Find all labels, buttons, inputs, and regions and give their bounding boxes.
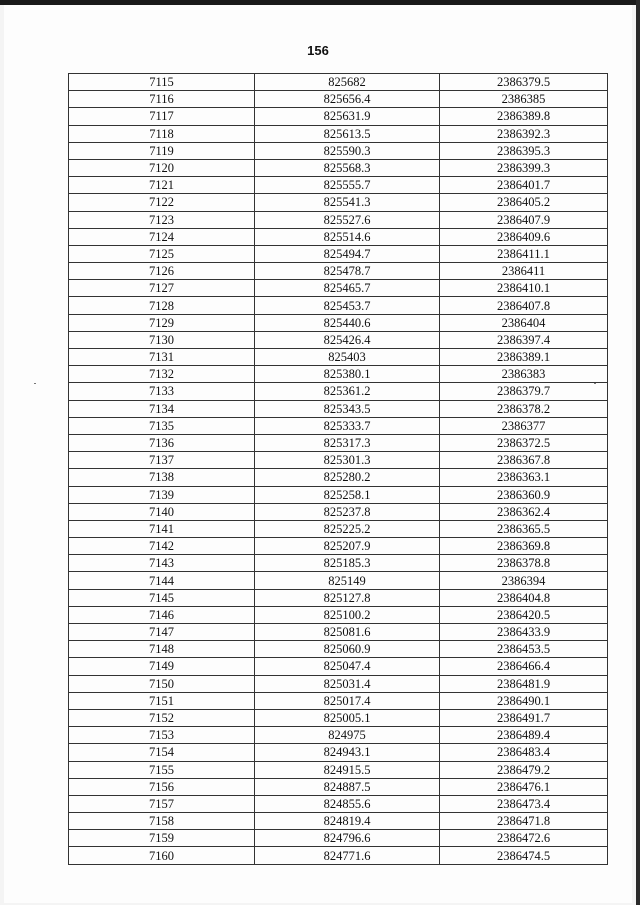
- northing-cell: 2386472.6: [440, 830, 608, 847]
- table-row: [69, 778, 608, 795]
- point-number-cell: 7139: [69, 486, 255, 503]
- easting-cell: 824819.4: [255, 813, 440, 830]
- northing-cell: 2386385: [440, 91, 608, 108]
- table-row: [69, 606, 608, 623]
- easting-cell: 825301.3: [255, 452, 440, 469]
- northing-cell: 2386379.5: [440, 74, 608, 91]
- easting-cell: 825403: [255, 349, 440, 366]
- easting-cell: 825185.3: [255, 555, 440, 572]
- point-number-cell: 7115: [69, 74, 255, 91]
- table-row: [69, 727, 608, 744]
- table-row: [69, 366, 608, 383]
- easting-cell: 825453.7: [255, 297, 440, 314]
- point-number-cell: 7150: [69, 675, 255, 692]
- point-number-cell: 7142: [69, 538, 255, 555]
- easting-cell: 825207.9: [255, 538, 440, 555]
- point-number-cell: 7125: [69, 245, 255, 262]
- northing-cell: 2386491.7: [440, 709, 608, 726]
- northing-cell: 2386476.1: [440, 778, 608, 795]
- easting-cell: 824887.5: [255, 778, 440, 795]
- easting-cell: 825225.2: [255, 520, 440, 537]
- point-number-cell: 7145: [69, 589, 255, 606]
- northing-cell: 2386378.8: [440, 555, 608, 572]
- table-body: [69, 74, 608, 865]
- northing-cell: 2386360.9: [440, 486, 608, 503]
- table-row: [69, 709, 608, 726]
- point-number-cell: 7159: [69, 830, 255, 847]
- northing-cell: 2386481.9: [440, 675, 608, 692]
- point-number-cell: 7154: [69, 744, 255, 761]
- table-row: [69, 280, 608, 297]
- table-row: [69, 658, 608, 675]
- northing-cell: 2386365.5: [440, 520, 608, 537]
- easting-cell: 825590.3: [255, 142, 440, 159]
- easting-cell: 824855.6: [255, 795, 440, 812]
- northing-cell: 2386474.5: [440, 847, 608, 864]
- point-number-cell: 7146: [69, 606, 255, 623]
- point-number-cell: 7118: [69, 125, 255, 142]
- point-number-cell: 7149: [69, 658, 255, 675]
- point-number-cell: 7128: [69, 297, 255, 314]
- northing-cell: 2386363.1: [440, 469, 608, 486]
- scan-speck: [594, 383, 596, 384]
- point-number-cell: 7148: [69, 641, 255, 658]
- northing-cell: 2386404.8: [440, 589, 608, 606]
- table-row: [69, 847, 608, 864]
- table-row: [69, 641, 608, 658]
- northing-cell: 2386489.4: [440, 727, 608, 744]
- easting-cell: 825100.2: [255, 606, 440, 623]
- northing-cell: 2386407.9: [440, 211, 608, 228]
- point-number-cell: 7130: [69, 331, 255, 348]
- table-row: [69, 434, 608, 451]
- easting-cell: 825361.2: [255, 383, 440, 400]
- northing-cell: 2386471.8: [440, 813, 608, 830]
- point-number-cell: 7136: [69, 434, 255, 451]
- table-row: [69, 297, 608, 314]
- table-row: [69, 91, 608, 108]
- northing-cell: 2386473.4: [440, 795, 608, 812]
- scan-speck: [34, 383, 36, 384]
- northing-cell: 2386407.8: [440, 297, 608, 314]
- table-row: [69, 538, 608, 555]
- easting-cell: 825380.1: [255, 366, 440, 383]
- point-number-cell: 7120: [69, 159, 255, 176]
- northing-cell: 2386394: [440, 572, 608, 589]
- northing-cell: 2386367.8: [440, 452, 608, 469]
- northing-cell: 2386383: [440, 366, 608, 383]
- easting-cell: 825541.3: [255, 194, 440, 211]
- table-row: [69, 520, 608, 537]
- table-row: [69, 159, 608, 176]
- northing-cell: 2386362.4: [440, 503, 608, 520]
- table-row: [69, 555, 608, 572]
- northing-cell: 2386389.1: [440, 349, 608, 366]
- point-number-cell: 7137: [69, 452, 255, 469]
- table-row: [69, 349, 608, 366]
- point-number-cell: 7127: [69, 280, 255, 297]
- easting-cell: 825527.6: [255, 211, 440, 228]
- easting-cell: 825060.9: [255, 641, 440, 658]
- easting-cell: 824771.6: [255, 847, 440, 864]
- point-number-cell: 7117: [69, 108, 255, 125]
- table-row: [69, 761, 608, 778]
- table-row: [69, 108, 608, 125]
- northing-cell: 2386410.1: [440, 280, 608, 297]
- northing-cell: 2386389.8: [440, 108, 608, 125]
- point-number-cell: 7141: [69, 520, 255, 537]
- point-number-cell: 7123: [69, 211, 255, 228]
- easting-cell: 825280.2: [255, 469, 440, 486]
- page-number: 156: [307, 43, 329, 58]
- northing-cell: 2386378.2: [440, 400, 608, 417]
- northing-cell: 2386392.3: [440, 125, 608, 142]
- easting-cell: 824975: [255, 727, 440, 744]
- table-row: [69, 194, 608, 211]
- easting-cell: 825426.4: [255, 331, 440, 348]
- table-row: [69, 263, 608, 280]
- point-number-cell: 7132: [69, 366, 255, 383]
- easting-cell: 825317.3: [255, 434, 440, 451]
- point-number-cell: 7129: [69, 314, 255, 331]
- easting-cell: 825478.7: [255, 263, 440, 280]
- easting-cell: 825656.4: [255, 91, 440, 108]
- point-number-cell: 7116: [69, 91, 255, 108]
- northing-cell: 2386399.3: [440, 159, 608, 176]
- point-number-cell: 7135: [69, 417, 255, 434]
- table-row: [69, 74, 608, 91]
- table-row: [69, 400, 608, 417]
- easting-cell: 825017.4: [255, 692, 440, 709]
- easting-cell: 825682: [255, 74, 440, 91]
- easting-cell: 825127.8: [255, 589, 440, 606]
- point-number-cell: 7157: [69, 795, 255, 812]
- table-row: [69, 314, 608, 331]
- table-row: [69, 469, 608, 486]
- point-number-cell: 7160: [69, 847, 255, 864]
- northing-cell: 2386369.8: [440, 538, 608, 555]
- northing-cell: 2386397.4: [440, 331, 608, 348]
- easting-cell: 825494.7: [255, 245, 440, 262]
- northing-cell: 2386490.1: [440, 692, 608, 709]
- point-number-cell: 7119: [69, 142, 255, 159]
- table-row: [69, 228, 608, 245]
- table-row: [69, 795, 608, 812]
- easting-cell: 825258.1: [255, 486, 440, 503]
- northing-cell: 2386466.4: [440, 658, 608, 675]
- table-row: [69, 177, 608, 194]
- point-number-cell: 7158: [69, 813, 255, 830]
- point-number-cell: 7124: [69, 228, 255, 245]
- easting-cell: 825440.6: [255, 314, 440, 331]
- easting-cell: 825613.5: [255, 125, 440, 142]
- table-row: [69, 486, 608, 503]
- northing-cell: 2386405.2: [440, 194, 608, 211]
- point-number-cell: 7131: [69, 349, 255, 366]
- northing-cell: 2386377: [440, 417, 608, 434]
- coordinate-table: [68, 73, 608, 865]
- northing-cell: 2386395.3: [440, 142, 608, 159]
- point-number-cell: 7121: [69, 177, 255, 194]
- easting-cell: 825514.6: [255, 228, 440, 245]
- document-page: [4, 5, 632, 903]
- table-row: [69, 383, 608, 400]
- easting-cell: 825031.4: [255, 675, 440, 692]
- easting-cell: 825005.1: [255, 709, 440, 726]
- northing-cell: 2386411: [440, 263, 608, 280]
- easting-cell: 825343.5: [255, 400, 440, 417]
- northing-cell: 2386401.7: [440, 177, 608, 194]
- point-number-cell: 7147: [69, 624, 255, 641]
- table-row: [69, 744, 608, 761]
- northing-cell: 2386433.9: [440, 624, 608, 641]
- point-number-cell: 7144: [69, 572, 255, 589]
- easting-cell: 825081.6: [255, 624, 440, 641]
- northing-cell: 2386483.4: [440, 744, 608, 761]
- northing-cell: 2386453.5: [440, 641, 608, 658]
- table-row: [69, 813, 608, 830]
- easting-cell: 825333.7: [255, 417, 440, 434]
- easting-cell: 825465.7: [255, 280, 440, 297]
- point-number-cell: 7134: [69, 400, 255, 417]
- northing-cell: 2386411.1: [440, 245, 608, 262]
- point-number-cell: 7156: [69, 778, 255, 795]
- table-row: [69, 675, 608, 692]
- table-row: [69, 692, 608, 709]
- point-number-cell: 7155: [69, 761, 255, 778]
- easting-cell: 825149: [255, 572, 440, 589]
- scan-border-right: [636, 0, 640, 905]
- table-row: [69, 830, 608, 847]
- table-row: [69, 142, 608, 159]
- point-number-cell: 7122: [69, 194, 255, 211]
- point-number-cell: 7126: [69, 263, 255, 280]
- table-row: [69, 624, 608, 641]
- northing-cell: 2386409.6: [440, 228, 608, 245]
- table-row: [69, 589, 608, 606]
- northing-cell: 2386420.5: [440, 606, 608, 623]
- easting-cell: 825555.7: [255, 177, 440, 194]
- point-number-cell: 7153: [69, 727, 255, 744]
- easting-cell: 825631.9: [255, 108, 440, 125]
- table-row: [69, 245, 608, 262]
- easting-cell: 824943.1: [255, 744, 440, 761]
- easting-cell: 825237.8: [255, 503, 440, 520]
- point-number-cell: 7138: [69, 469, 255, 486]
- easting-cell: 824915.5: [255, 761, 440, 778]
- point-number-cell: 7143: [69, 555, 255, 572]
- northing-cell: 2386404: [440, 314, 608, 331]
- point-number-cell: 7140: [69, 503, 255, 520]
- table-row: [69, 125, 608, 142]
- table-row: [69, 417, 608, 434]
- table-row: [69, 572, 608, 589]
- point-number-cell: 7152: [69, 709, 255, 726]
- northing-cell: 2386379.7: [440, 383, 608, 400]
- table-row: [69, 331, 608, 348]
- table-row: [69, 452, 608, 469]
- northing-cell: 2386479.2: [440, 761, 608, 778]
- northing-cell: 2386372.5: [440, 434, 608, 451]
- point-number-cell: 7151: [69, 692, 255, 709]
- easting-cell: 825568.3: [255, 159, 440, 176]
- table-row: [69, 211, 608, 228]
- table-row: [69, 503, 608, 520]
- easting-cell: 824796.6: [255, 830, 440, 847]
- point-number-cell: 7133: [69, 383, 255, 400]
- easting-cell: 825047.4: [255, 658, 440, 675]
